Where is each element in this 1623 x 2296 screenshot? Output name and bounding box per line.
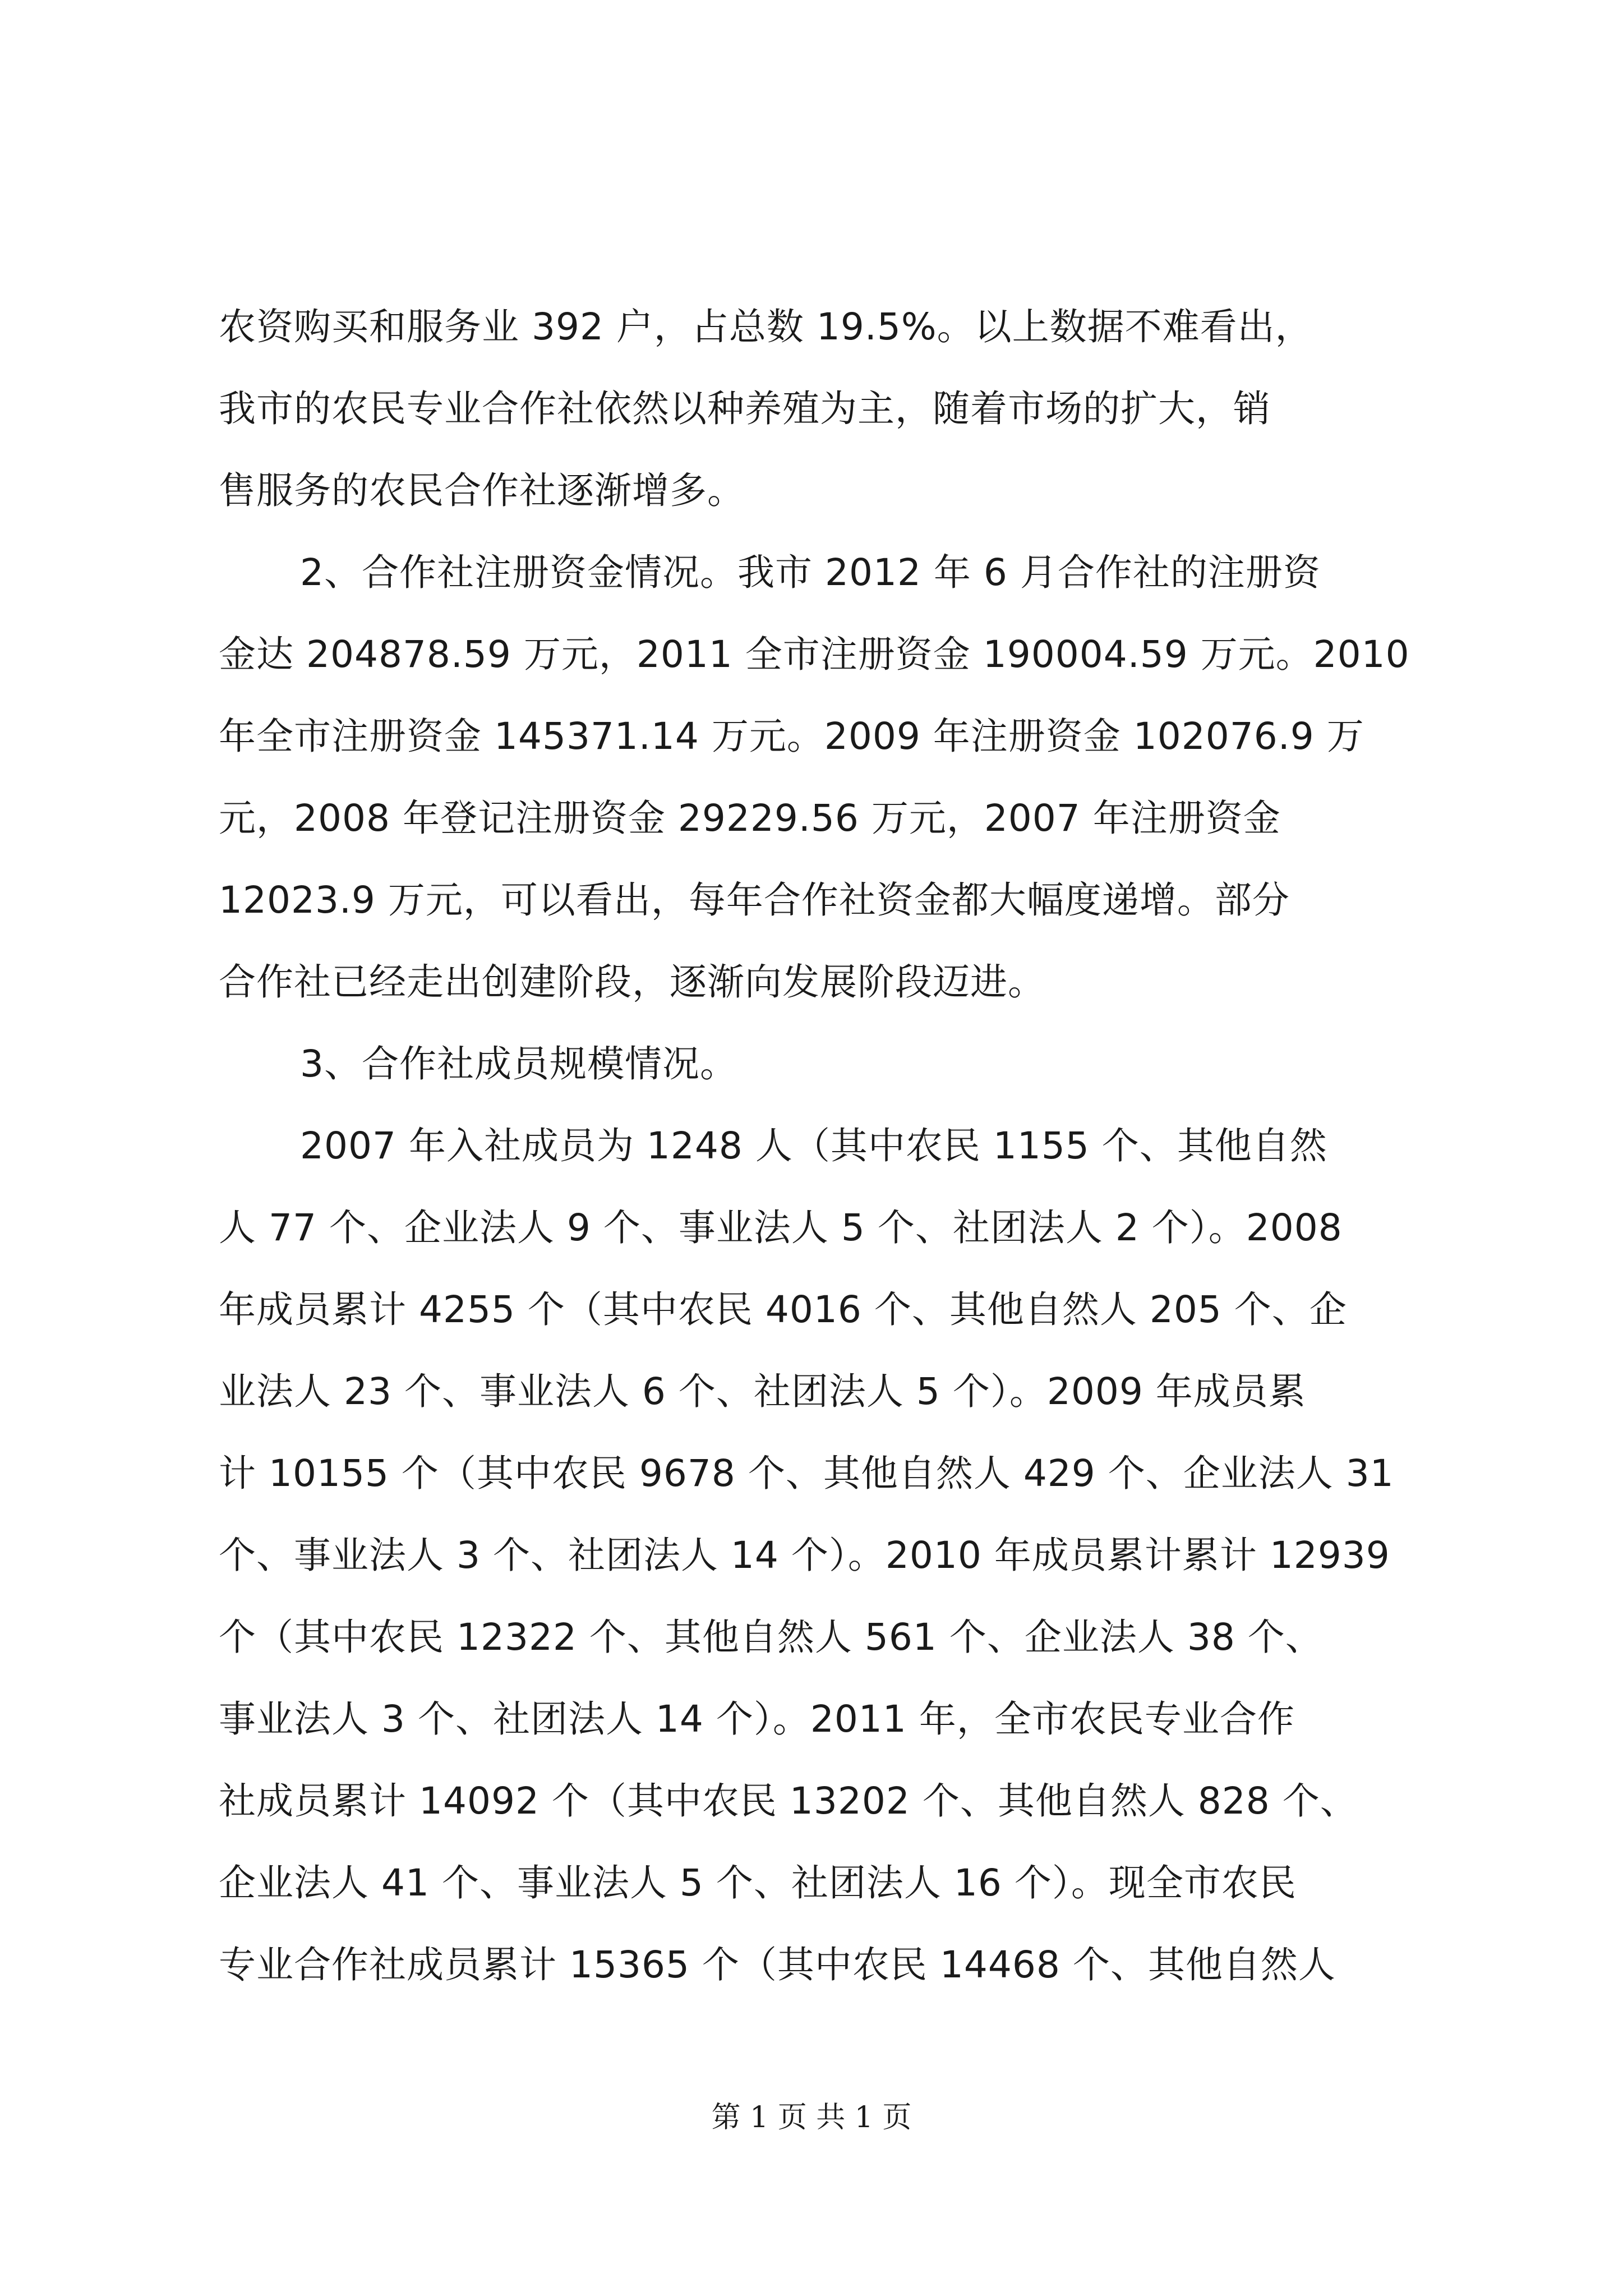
text-line-8: 12023.9 万元，可以看出，每年合作社资金都大幅度递增。部分 xyxy=(219,878,1290,922)
text-line-5: 金达 204878.59 万元，2011 全市注册资金 190004.59 万元。2010 xyxy=(219,633,1410,676)
text-line-9: 合作社已经走出创建阶段，逐渐向发展阶段迈进。 xyxy=(219,960,1045,1004)
page-footer xyxy=(0,2095,1623,2140)
text-line-18: 事业法人 3 个、社团法人 14 个）。2011 年，全市农民专业合作 xyxy=(219,1697,1295,1741)
text-line-1: 农资购买和服务业 392 户，占总数 19.5%。以上数据不难看出， xyxy=(219,305,1313,348)
page-number-label: 第 1 页 共 1 页 xyxy=(711,2101,912,2134)
text-line-20: 企业法人 41 个、事业法人 5 个、社团法人 16 个）。现全市农民 xyxy=(219,1861,1297,1904)
text-line-16: 个、事业法人 3 个、社团法人 14 个）。2010 年成员累计累计 12939 xyxy=(219,1534,1390,1577)
text-line-17: 个（其中农民 12322 个、其他自然人 561 个、企业法人 38 个、 xyxy=(219,1616,1323,1659)
text-line-11: 2007 年入社成员为 1248 人（其中农民 1155 个、其他自然 xyxy=(300,1124,1327,1167)
text-line-14: 业法人 23 个、事业法人 6 个、社团法人 5 个）。2009 年成员累 xyxy=(219,1370,1306,1413)
text-line-21: 专业合作社成员累计 15365 个（其中农民 14468 个、其他自然人 xyxy=(219,1943,1336,1986)
text-line-6: 年全市注册资金 145371.14 万元。2009 年注册资金 102076.9 万 xyxy=(219,715,1364,758)
text-line-4: 2、合作社注册资金情况。我市 2012 年 6 月合作社的注册资 xyxy=(300,551,1321,594)
text-line-7: 元，2008 年登记注册资金 29229.56 万元，2007 年注册资金 xyxy=(219,797,1281,840)
text-line-10: 3、合作社成员规模情况。 xyxy=(300,1042,737,1085)
text-line-13: 年成员累计 4255 个（其中农民 4016 个、其他自然人 205 个、企 xyxy=(219,1288,1347,1331)
text-line-12: 人 77 个、企业法人 9 个、事业法人 5 个、社团法人 2 个）。2008 xyxy=(219,1206,1343,1249)
text-line-2: 我市的农民专业合作社依然以种养殖为主，随着市场的扩大，销 xyxy=(219,387,1271,430)
text-line-3: 售服务的农民合作社逐渐增多。 xyxy=(219,469,745,512)
body-text xyxy=(219,286,1424,2006)
text-line-15: 计 10155 个（其中农民 9678 个、其他自然人 429 个、企业法人 31 xyxy=(219,1452,1394,1495)
text-line-19: 社成员累计 14092 个（其中农民 13202 个、其他自然人 828 个、 xyxy=(219,1779,1358,1823)
